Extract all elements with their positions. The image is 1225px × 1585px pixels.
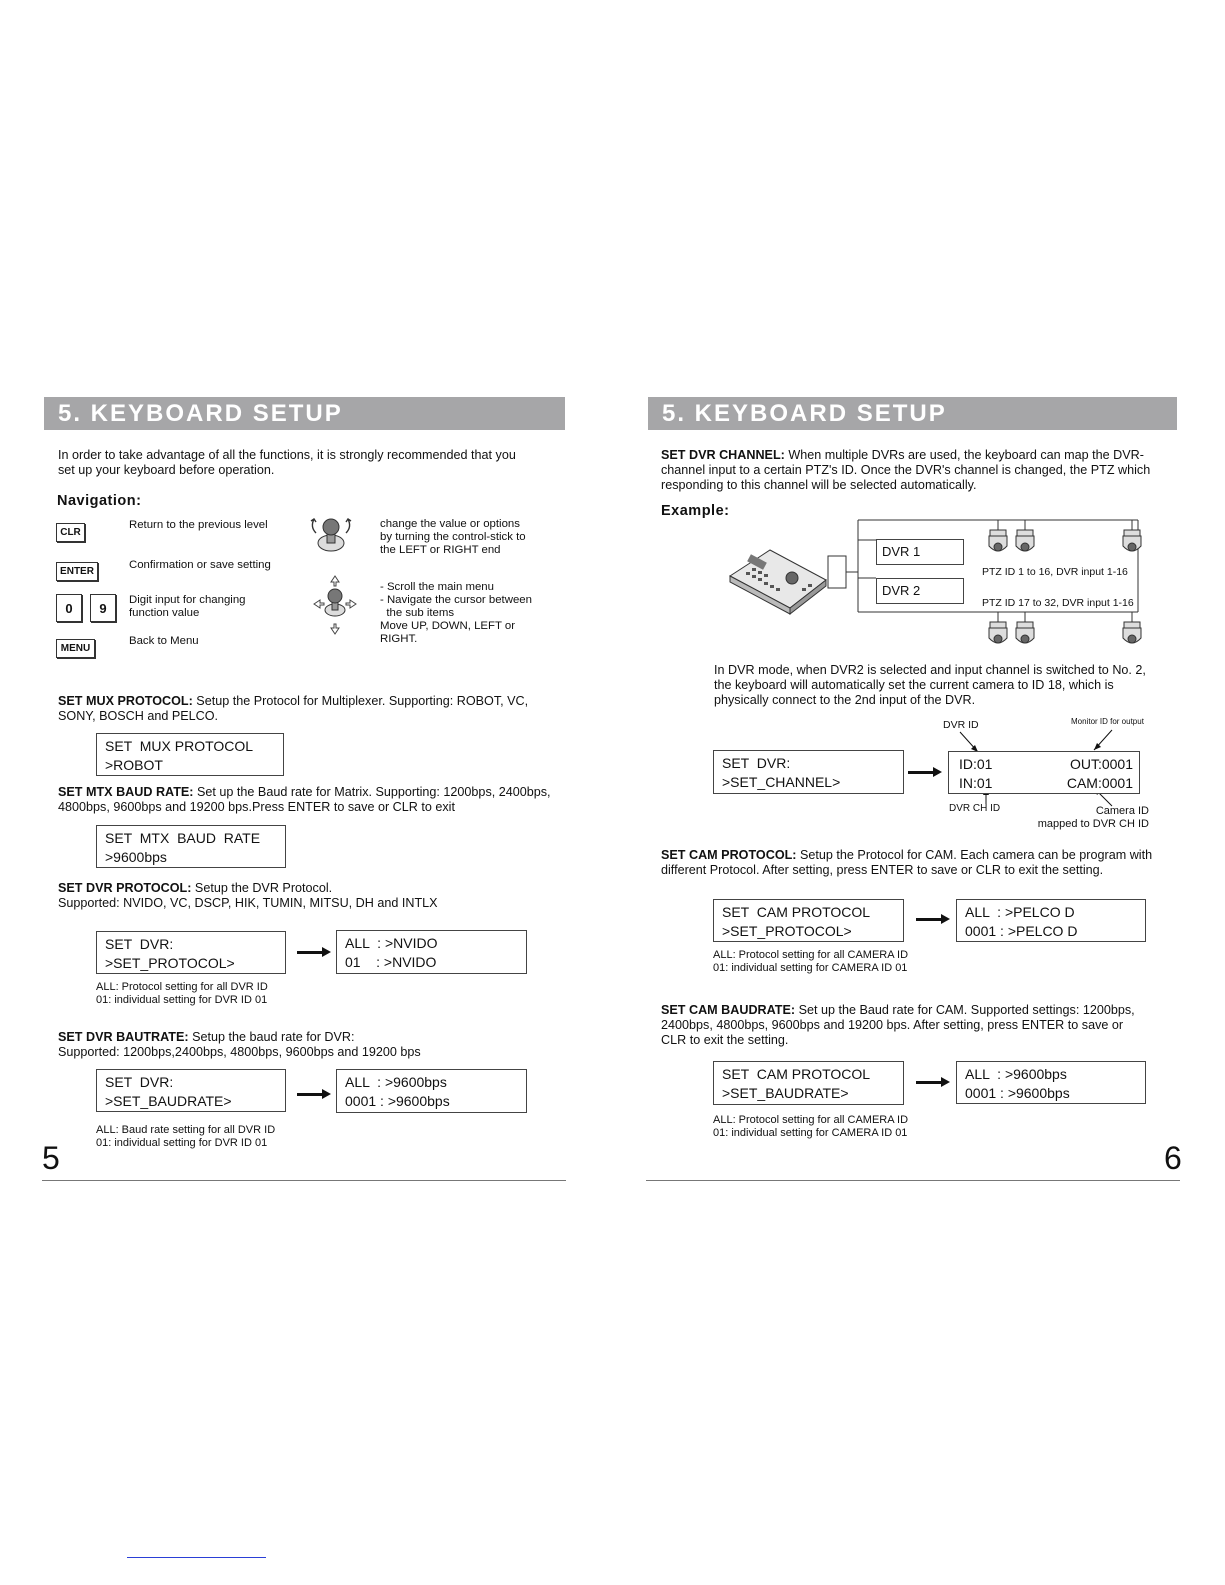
cam-protocol-paragraph — [661, 848, 1181, 878]
dvr-protocol-out-2: 01 : >NVIDO — [345, 954, 437, 970]
example-line-1: In DVR mode, when DVR2 is selected and input channel is switched to No. 2, — [714, 663, 1146, 677]
dvr-baud-notes — [96, 1124, 275, 1150]
cam-baud-note-2: 01: individual setting for CAMERA ID 01 — [713, 1127, 908, 1139]
mtx-paragraph — [58, 785, 598, 815]
ptz-group-1-label: PTZ ID 1 to 16, DVR input 1-16 — [982, 566, 1128, 578]
right-arrow-icon — [908, 771, 936, 774]
right-arrow-icon — [297, 951, 325, 954]
cam-protocol-text-1: Setup the Protocol for CAM. Each camera can be program with — [796, 848, 1153, 862]
page-number-left: 5 — [42, 1140, 60, 1176]
cam-baud-notes — [713, 1114, 908, 1140]
cam-baud-out-2: 0001 : >9600bps — [965, 1085, 1070, 1101]
right-arrow-icon — [916, 1081, 944, 1084]
right-section-header: 5. KEYBOARD SETUP — [648, 397, 1177, 430]
cam-protocol-title: SET CAM PROTOCOL: — [661, 848, 797, 862]
mtx-title: SET MTX BAUD RATE: — [58, 785, 194, 799]
cam-protocol-out-2: 0001 : >PELCO D — [965, 923, 1078, 939]
twist-line-3: the LEFT or RIGHT end — [380, 544, 501, 556]
clr-description: Return to the previous level — [129, 519, 268, 531]
cam-protocol-output — [956, 899, 1146, 942]
cam-baud-text-1: Set up the Baud rate for CAM. Supported settings: 1200bps, — [795, 1003, 1135, 1017]
digit-description — [129, 594, 246, 620]
intro-line-2: set up your keyboard before operation. — [58, 463, 275, 477]
menu-key-icon: MENU — [56, 639, 95, 658]
cam-baud-out-1: ALL : >9600bps — [965, 1066, 1067, 1082]
dvr-protocol-notes — [96, 981, 268, 1007]
move-description — [380, 581, 532, 646]
digit-0-key-icon: 0 — [56, 594, 82, 622]
camera-icon — [989, 612, 1141, 643]
dvr-protocol-lcd-line-2: >SET_PROTOCOL> — [105, 955, 235, 971]
right-arrow-icon — [297, 1093, 325, 1096]
dvr-baud-note-1: ALL: Baud rate setting for all DVR ID — [96, 1124, 276, 1136]
dvr-baud-note-2: 01: individual setting for DVR ID 01 — [96, 1137, 268, 1149]
navigation-title: Navigation: — [57, 493, 142, 509]
menu-description: Back to Menu — [129, 635, 199, 647]
clr-key-icon: CLR — [56, 523, 85, 542]
dvr-baud-lcd — [96, 1069, 286, 1112]
mux-title: SET MUX PROTOCOL: — [58, 694, 193, 708]
cam-protocol-out-1: ALL : >PELCO D — [965, 904, 1075, 920]
move-line-5: RIGHT. — [380, 633, 418, 645]
cam-baud-lcd — [713, 1061, 904, 1105]
move-line-2: - Navigate the cursor between — [380, 594, 532, 606]
dvr-channel-text-2: channel input to a certain PTZ's ID. Once the DVR's channel is changed, the PTZ which — [661, 463, 1151, 477]
dvr-protocol-title: SET DVR PROTOCOL: — [58, 881, 192, 895]
move-line-3: the sub items — [380, 607, 455, 619]
keyboard-icon — [730, 550, 826, 614]
enter-key-icon: ENTER — [56, 562, 98, 581]
dvr-protocol-text-1: Setup the DVR Protocol. — [191, 881, 333, 895]
cam-protocol-note-2: 01: individual setting for CAMERA ID 01 — [713, 962, 908, 974]
camera-id-label — [1033, 805, 1149, 831]
mtx-lcd — [96, 825, 286, 868]
channel-out-value: OUT:0001 — [1069, 756, 1133, 772]
channel-cam-value: CAM:0001 — [1066, 775, 1133, 791]
dvr-protocol-output — [336, 930, 527, 974]
mux-lcd-line-2: >ROBOT — [105, 757, 163, 773]
dvr-baud-text-2: Supported: 1200bps,2400bps, 4800bps, 9600bps and 19200 bps — [58, 1045, 421, 1059]
cam-baud-text-3: CLR to exit the setting. — [661, 1033, 789, 1047]
dvr-id-label: DVR ID — [943, 719, 979, 731]
enter-description: Confirmation or save setting — [129, 559, 271, 571]
cam-baud-note-1: ALL: Protocol setting for all CAMERA ID — [713, 1114, 909, 1126]
mux-lcd — [96, 733, 284, 776]
dvr-channel-output — [948, 751, 1140, 794]
channel-id-value: ID:01 — [959, 756, 993, 772]
dvr-baud-out-1: ALL : >9600bps — [345, 1074, 447, 1090]
example-line-3: physically connect to the 2nd input of the DVR. — [714, 693, 976, 707]
mtx-text-2: 4800bps, 9600bps and 19200 bps.Press ENTER to save or CLR to exit — [58, 800, 455, 814]
mtx-lcd-line-2: >9600bps — [105, 849, 167, 865]
digit-9-key-icon: 9 — [90, 594, 116, 622]
dvr-channel-lcd-line-2: >SET_CHANNEL> — [722, 774, 841, 790]
left-footer-rule — [42, 1180, 566, 1181]
monitor-id-label: Monitor ID for output — [1071, 717, 1144, 726]
dvr-channel-lcd-line-1: SET DVR: — [722, 755, 791, 771]
cam-baud-lcd-line-2: >SET_BAUDRATE> — [722, 1085, 849, 1101]
cam-baud-text-2: 2400bps, 4800bps, 9600bps and 19200 bps. After setting, press ENTER to save or — [661, 1018, 1124, 1032]
mux-text-2: SONY, BOSCH and PELCO. — [58, 709, 219, 723]
dvr-baud-paragraph — [58, 1030, 578, 1060]
dvr-protocol-lcd-line-1: SET DVR: — [105, 936, 174, 952]
cam-baud-output — [956, 1061, 1146, 1104]
left-intro — [58, 448, 578, 478]
dvr-baud-text-1: Setup the baud rate for DVR: — [188, 1030, 355, 1044]
cam-protocol-text-2: different Protocol. After setting, press ENTER to save or CLR to exit the setting. — [661, 863, 1104, 877]
mux-paragraph — [58, 694, 588, 724]
intro-line-1: In order to take advantage of all the functions, it is strongly recommended that you — [58, 448, 516, 462]
mtx-lcd-line-1: SET MTX BAUD RATE — [105, 830, 261, 846]
cam-baud-title: SET CAM BAUDRATE: — [661, 1003, 796, 1017]
dvr-baud-output — [336, 1069, 527, 1113]
dvr-protocol-text-2: Supported: NVIDO, VC, DSCP, HIK, TUMIN, MITSU, DH and INTLX — [58, 896, 438, 910]
digit-desc-line-2: function value — [129, 607, 200, 619]
cam-baud-paragraph — [661, 1003, 1181, 1048]
cam-protocol-lcd-line-2: >SET_PROTOCOL> — [722, 923, 852, 939]
link-underline[interactable] — [127, 1557, 266, 1558]
cam-baud-lcd-line-1: SET CAM PROTOCOL — [722, 1066, 871, 1082]
camera-icon — [989, 520, 1141, 551]
dvr-protocol-paragraph — [58, 881, 578, 911]
twist-description — [380, 518, 526, 557]
move-line-1: - Scroll the main menu — [380, 581, 494, 593]
dvr-channel-title: SET DVR CHANNEL: — [661, 448, 785, 462]
dvr-channel-text-1: When multiple DVRs are used, the keyboard can map the DVR- — [784, 448, 1144, 462]
ptz-group-2-label: PTZ ID 17 to 32, DVR input 1-16 — [982, 597, 1134, 609]
dvr-ch-id-label: DVR CH ID — [949, 803, 1001, 814]
example-line-2: the keyboard will automatically set the current camera to ID 18, which is — [714, 678, 1114, 692]
page-number-right: 6 — [1164, 1140, 1182, 1176]
dvr-baud-lcd-line-2: >SET_BAUDRATE> — [105, 1093, 232, 1109]
dvr-baud-title: SET DVR BAUTRATE: — [58, 1030, 189, 1044]
dvr-channel-paragraph — [661, 448, 1181, 493]
mux-text-1: Setup the Protocol for Multiplexer. Supporting: ROBOT, VC, — [192, 694, 529, 708]
mux-lcd-line-1: SET MUX PROTOCOL — [105, 738, 254, 754]
joystick-twist-icon — [308, 513, 354, 557]
digit-desc-line-1: Digit input for changing — [129, 594, 246, 606]
joystick-move-icon — [312, 574, 358, 636]
camera-id-line-1: Camera ID — [1095, 805, 1149, 817]
dvr-channel-text-3: responding to this channel will be selected automatically. — [661, 478, 977, 492]
left-section-header: 5. KEYBOARD SETUP — [44, 397, 565, 430]
twist-line-1: change the value or options — [380, 518, 520, 530]
dvr-protocol-note-1: ALL: Protocol setting for all DVR ID — [96, 981, 268, 993]
cam-protocol-lcd-line-1: SET CAM PROTOCOL — [722, 904, 871, 920]
dvr-protocol-lcd — [96, 931, 286, 974]
cam-protocol-note-1: ALL: Protocol setting for all CAMERA ID — [713, 949, 909, 961]
right-footer-rule — [646, 1180, 1180, 1181]
move-line-4: Move UP, DOWN, LEFT or — [380, 620, 516, 632]
dvr-protocol-out-1: ALL : >NVIDO — [345, 935, 438, 951]
right-arrow-icon — [916, 918, 944, 921]
cam-protocol-lcd — [713, 899, 904, 942]
mtx-text-1: Set up the Baud rate for Matrix. Supporting: 1200bps, 2400bps, — [193, 785, 551, 799]
camera-id-line-2: mapped to DVR CH ID — [1037, 818, 1149, 830]
dvr2-box: DVR 2 — [876, 578, 964, 604]
channel-in-value: IN:01 — [959, 775, 993, 791]
twist-line-2: by turning the control-stick to — [380, 531, 526, 543]
dvr1-box: DVR 1 — [876, 539, 964, 565]
dvr-baud-lcd-line-1: SET DVR: — [105, 1074, 174, 1090]
dvr-channel-lcd — [713, 750, 904, 794]
example-paragraph — [714, 663, 1184, 708]
example-title: Example: — [661, 503, 730, 519]
dvr-baud-out-2: 0001 : >9600bps — [345, 1093, 450, 1109]
cam-protocol-notes — [713, 949, 908, 975]
dvr-protocol-note-2: 01: individual setting for DVR ID 01 — [96, 994, 268, 1006]
